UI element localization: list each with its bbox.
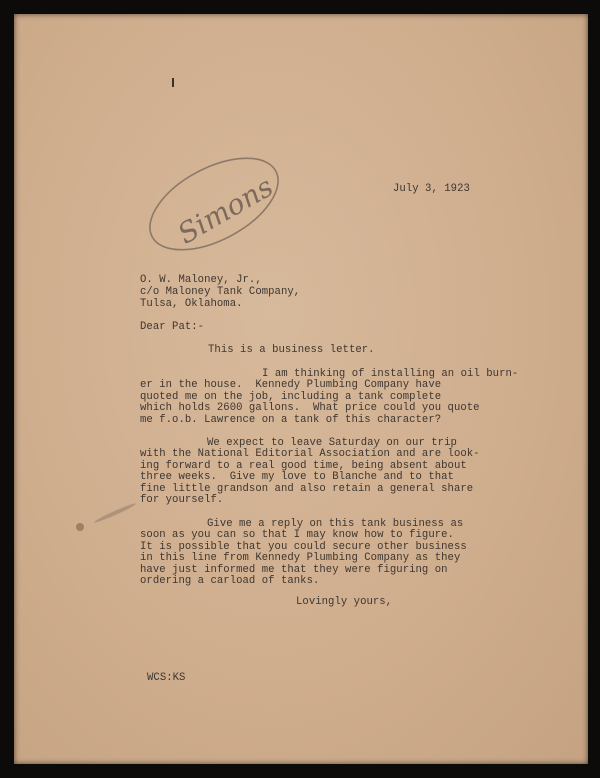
address-line-3: Tulsa, Oklahoma. [140,298,243,310]
paragraph-2-line: which holds 2600 gallons. What price could you quote [140,402,480,414]
paragraph-4-line: in this line from Kennedy Plumbing Company as they [140,552,461,564]
signature-stamp [142,152,292,262]
typist-initials: WCS:KS [147,672,186,684]
closing: Lovingly yours, [296,596,393,608]
paragraph-1: This is a business letter. [208,344,375,356]
letter-page [14,14,588,764]
address-line-1: O. W. Maloney, Jr., [140,274,262,286]
paragraph-4-line: soon as you can so that I may know how to figure. [140,529,454,541]
paragraph-2-line: I am thinking of installing an oil burn- [262,368,519,380]
signature-text: Simons [172,169,279,251]
salutation: Dear Pat:- [140,321,205,333]
letter-date: July 3, 1923 [393,183,470,195]
ink-mark [172,78,174,87]
paragraph-3-line: three weeks. Give my love to Blanche and to that [140,471,454,483]
paragraph-2-line: me f.o.b. Lawrence on a tank of this character? [140,414,442,426]
pencil-stroke [93,502,137,524]
paragraph-2-line: quoted me on the job, including a tank complete [140,391,442,403]
paragraph-3-line: with the National Editorial Association and are look- [140,448,480,460]
paragraph-4-line: ordering a carload of tanks. [140,575,320,587]
address-line-2: c/o Maloney Tank Company, [140,286,301,298]
paragraph-3-line: We expect to leave Saturday on our trip [207,437,457,449]
paragraph-3-line: for yourself. [140,494,224,506]
paragraph-3-line: fine little grandson and also retain a general share [140,483,474,495]
paper-spot [76,523,84,531]
paragraph-4-line: have just informed me that they were figuring on [140,564,448,576]
paragraph-2-line: er in the house. Kennedy Plumbing Company have [140,379,442,391]
paragraph-4-line: Give me a reply on this tank business as [207,518,464,530]
paragraph-4-line: It is possible that you could secure other business [140,541,467,553]
paragraph-3-line: ing forward to a real good time, being absent about [140,460,467,472]
